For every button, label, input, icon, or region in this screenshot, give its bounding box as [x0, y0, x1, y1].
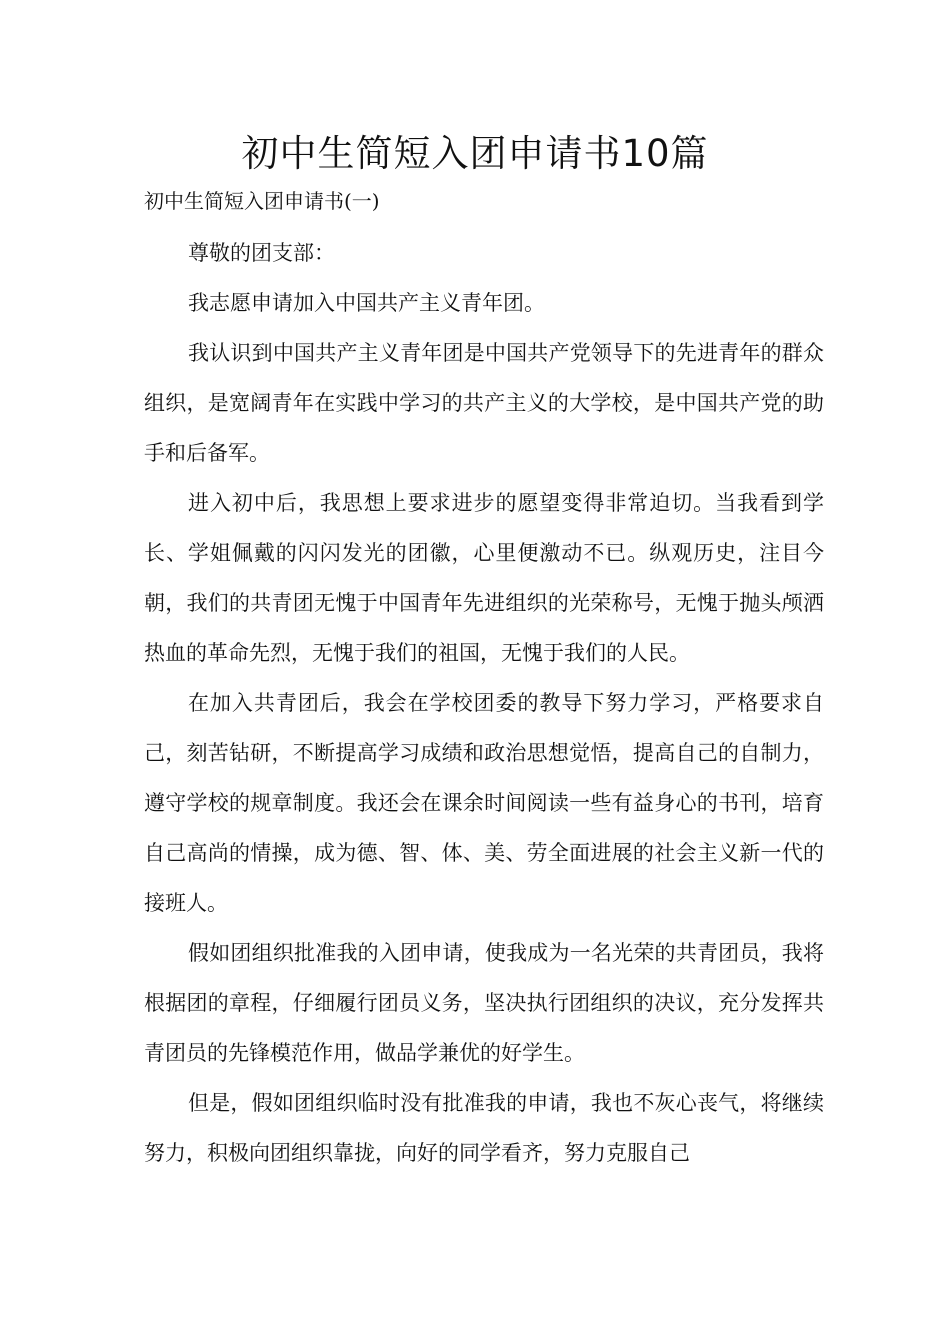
document-title: 初中生简短入团申请书10篇 — [241, 132, 709, 175]
paragraph: 假如团组织批准我的入团申请，使我成为一名光荣的共青团员，我将根据团的章程，仔细履行团员义务，坚决执行团组织的决议，充分发挥共青团员的先锋模范作用，做品学兼优的好学生。 — [144, 941, 824, 1065]
paragraph: 进入初中后，我思想上要求进步的愿望变得非常迫切。当我看到学长、学姐佩戴的闪闪发光的团徽，心里便激动不已。纵观历史，注目今朝，我们的共青团无愧于中国青年先进组织的光荣称号，无愧于抛头颅洒热血的革命先烈，无愧于我们的祖国，无愧于我们的人民。 — [144, 491, 824, 665]
document-body — [144, 228, 824, 1178]
salutation: 尊敬的团支部： — [188, 241, 335, 265]
paragraph: 但是，假如团组织临时没有批准我的申请，我也不灰心丧气，将继续努力，积极向团组织靠拢，向好的同学看齐，努力克服自己 — [144, 1091, 824, 1165]
section-heading: 初中生简短入团申请书(一) — [144, 189, 380, 213]
paragraph: 在加入共青团后，我会在学校团委的教导下努力学习，严格要求自己，刻苦钻研，不断提高学习成绩和政治思想觉悟，提高自己的自制力，遵守学校的规章制度。我还会在课余时间阅读一些有益身心的书刊，培育自己高尚的情操，成为德、智、体、美、劳全面进展的社会主义新一代的接班人。 — [144, 691, 824, 915]
paragraph: 我志愿申请加入中国共产主义青年团。 — [188, 291, 545, 315]
paragraph: 我认识到中国共产主义青年团是中国共产党领导下的先进青年的群众组织，是宽阔青年在实践中学习的共产主义的大学校，是中国共产党的助手和后备军。 — [144, 341, 824, 465]
